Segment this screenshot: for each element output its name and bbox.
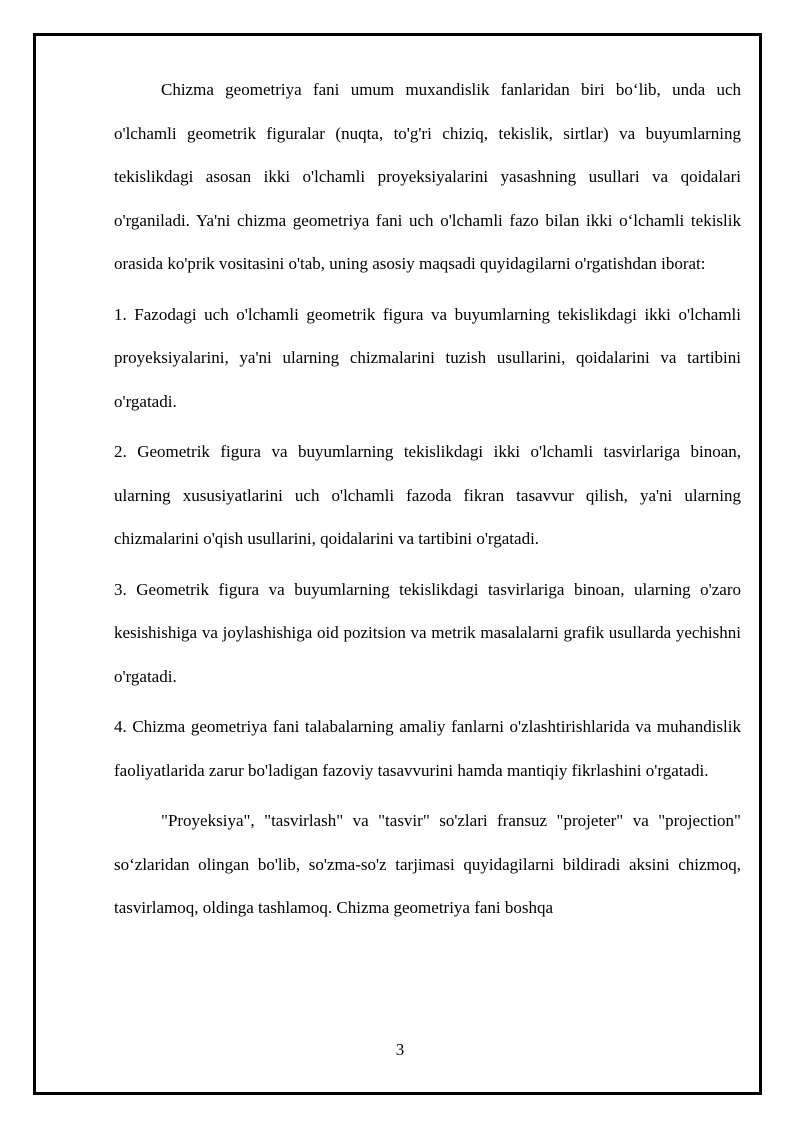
paragraph-intro: Chizma geometriya fani umum muxandislik fanlaridan biri bo‘lib, unda uch o'lchamli geometrik figuralar (nuqta, to'g'ri chiziq, tekislik, sirtlar) va buyumlarning tekislikdagi asosan ikki o'lchamli proyeksiyalarini yasashning usullari va qoidalari o'rganiladi. Ya'ni chizma geometriya fani uch o'lchamli fazo bilan ikki o‘lchamli tekislik orasida ko'prik vositasini o'tab, uning asosiy maqsadi quyidagilarni o'rgatishdan iborat: bbox=[114, 80, 741, 273]
list-item-4: 4. Chizma geometriya fani talabalarning amaliy fanlarni o'zlashtirishlarida va muhandislik faoliyatlarida zarur bo'ladigan fazoviy tasavvurini hamda mantiqiy fikrlashini o'rgatadi. bbox=[114, 717, 741, 780]
document-body bbox=[114, 68, 741, 930]
list-item-3: 3. Geometrik figura va buyumlarning tekislikdagi tasvirlariga binoan, ularning o'zaro kesishishiga va joylashishiga oid pozitsion va metrik masalalarni grafik usullarda yechishni o'rgatadi. bbox=[114, 579, 741, 686]
list-item-1: 1. Fazodagi uch o'lchamli geometrik figura va buyumlarning tekislikdagi ikki o'lchamli proyeksiyalarini, ya'ni ularning chizmalarini tuzish usullarini, qoidalarini va tartibini o'rgatadi. bbox=[114, 304, 741, 411]
page-number: 3 bbox=[395, 1040, 405, 1059]
paragraph-proyeksiya: "Proyeksiya", "tasvirlash" va "tasvir" so'zlari fransuz "projeter" va "projection" so‘zlaridan olingan bo'lib, so'zma-so'z tarjimasi quyidagilarni bildiradi aksini chizmoq, tasvirlamoq, oldinga tashlamoq. Chizma geometriya fani boshqa bbox=[114, 811, 741, 917]
list-item-2: 2. Geometrik figura va buyumlarning tekislikdagi ikki o'lchamli tasvirlariga binoan, ularning xususiyatlarini uch o'lchamli fazoda fikran tasavvur qilish, ya'ni ularning chizmalarini o'qish usullarini, qoidalarini va tartibini o'rgatadi. bbox=[114, 442, 741, 548]
